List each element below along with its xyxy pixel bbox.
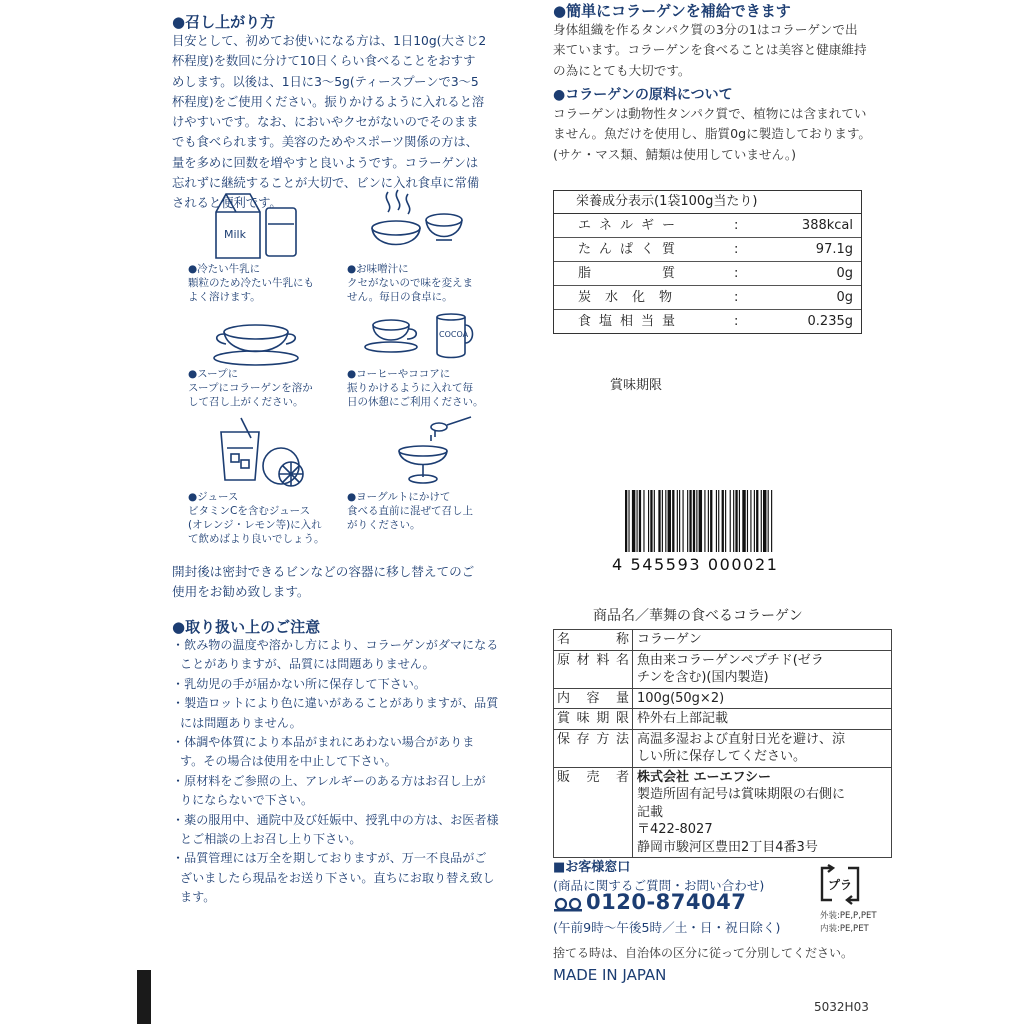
- contact-heading: ■お客様窓口: [553, 860, 631, 875]
- nutrition-row: 炭水化物 : 0g: [554, 286, 861, 310]
- nutrition-row: エネルギー : 388kcal: [554, 214, 861, 238]
- caution-item: ・体調や体質により本品がまれにあわない場合がありま: [172, 735, 475, 750]
- svg-text:プラ: プラ: [827, 878, 853, 892]
- svg-text:COCOA: COCOA: [439, 330, 469, 339]
- source-text: コラーゲンは動物性タンパク質で、植物には含まれてい ません。魚だけを使用し、脂質0gに製造しております。 (サケ・マス類、鯖類は使用していません。): [553, 106, 872, 162]
- howto-heading: ●召し上がり方: [172, 13, 276, 31]
- caption-milk: ●冷たい牛乳に 顆粒のため冷たい牛乳にも よく溶けます。: [188, 263, 314, 303]
- easy-text: 身体組織を作るタンパク質の3分の1はコラーゲンで出 来ています。コラーゲンを食べることは美容と健康維持 の為にとても大切です。: [553, 22, 867, 78]
- caution-item: ・乳幼児の手が届かない所に保存して下さい。: [172, 676, 426, 691]
- recycle-pla-icon: [818, 864, 862, 904]
- caution-item: ・原材料をご参照の上、アレルギーのある方はお召し上が: [172, 773, 486, 788]
- free-dial-icon: [554, 896, 584, 912]
- juice-orange-icon: [217, 418, 307, 488]
- recycle-outer: 外装:PE,P,PET: [820, 911, 877, 921]
- product-info-table: [553, 629, 892, 858]
- product-row-name: 名称 コラーゲン: [554, 630, 892, 651]
- caption-miso: ●お味噌汁に クセがないので味を変えま せん。毎日の食卓に。: [347, 263, 473, 303]
- coffee-cocoa-icon: [365, 313, 475, 365]
- svg-text:Milk: Milk: [224, 228, 246, 241]
- caption-juice: ●ジュース ビタミンCを含むジュース (オレンジ・レモン等)に入れ て飲めばより良いでしょう。: [188, 491, 325, 545]
- caution-item: ・品質管理には万全を期しておりますが、万一不良品がご: [172, 851, 487, 866]
- nutrition-title: 栄養成分表示(1袋100g当たり): [554, 191, 861, 214]
- nutrition-row: たんぱく質 : 97.1g: [554, 238, 861, 262]
- soup-cup-icon: [212, 318, 312, 368]
- caption-yogurt: ●ヨーグルトにかけて 食べる直前に混ぜて召し上 がりください。: [347, 491, 473, 531]
- caption-soup: ●スープに スープにコラーゲンを溶か して召し上がください。: [188, 368, 313, 408]
- product-code: 5032H03: [814, 1000, 869, 1014]
- howto-text: 目安として、初めてお使いになる方は、1日10g(大さじ2 杯程度)を数回に分けて10日くらい食べることをおすす めします。以後は、1日に3～5g(ティースプーンで3～5 杯程度)をご使用ください。振りかけるように入れると溶 けやすいです。なお、においやクセがないのでそのまま でも食べられます。美容のためやスポーツ関係の方は、 量を多めに回数を増やすと良いようです。コラーゲンは 忘れずに継続することが大切で、ビンに入れ食卓に常備 されると便利です。: [172, 34, 487, 211]
- easy-heading: ●簡単にコラーゲンを補給できます: [553, 2, 791, 20]
- contact-phone[interactable]: 0120-874047: [586, 890, 747, 914]
- nutrition-row: 脂 質 : 0g: [554, 262, 861, 286]
- recycle-inner: 内装:PE,PET: [820, 924, 869, 934]
- caution-heading: ●取り扱い上のご注意: [172, 618, 321, 636]
- caution-item: ・飲み物の温度や溶かし方により、コラーゲンがダマになる: [172, 638, 499, 652]
- barcode: [625, 490, 851, 560]
- product-row-ingredients: 原材料名 魚由来コラーゲンペプチド(ゼラ チンを含む)(国内製造): [554, 650, 892, 688]
- caution-item: ・薬の服用中、通院中及び妊娠中、授乳中の方は、お医者様: [172, 812, 499, 827]
- source-heading: ●コラーゲンの原料について: [553, 87, 733, 103]
- product-row-volume: 内容量 100g(50g×2): [554, 688, 892, 709]
- caption-coffee: ●コーヒーやココアに 振りかけるように入れて毎 日の休憩にご利用ください。: [347, 368, 484, 408]
- yogurt-spoon-icon: [395, 415, 475, 487]
- storage-note: 開封後は密封できるビンなどの容器に移し替えてのご 使用をお勧め致します。: [172, 564, 475, 600]
- product-row-seller: 販売者 株式会社 エーエフシー 製造所固有記号は賞味期限の右側に 記載 〒422-8027 静岡市駿河区豊田2丁目4番3号: [554, 767, 892, 858]
- nutrition-row: 食塩相当量 : 0.235g: [578, 314, 853, 329]
- caution-item: ・製造ロットにより色に違いがあることがありますが、品質: [172, 696, 499, 711]
- product-title: 商品名／華舞の食べるコラーゲン: [593, 608, 803, 624]
- product-row-expiry: 賞味期限 枠外右上部記載: [554, 709, 892, 730]
- milk-carton-icon: [212, 190, 302, 262]
- barcode-number: 4 545593 000021: [612, 555, 779, 574]
- expiry-label: 賞味期限: [610, 378, 663, 393]
- miso-soup-icon: [368, 188, 464, 260]
- nutrition-table: [553, 190, 862, 334]
- caution-list: ・飲み物の温度や溶かし方により、コラーゲンがダマになる ことがありますが、品質には問題ありません。 ・乳幼児の手が届かない所に保存して下さい。 ・製造ロットにより色に違いがあることがありますが、品質 には問題ありません。 ・体調や体質により本品がまれにあわない場合がありま す。その場合は使用を中止して下さい。 ・原材料をご参照の上、アレルギーのある方はお召し上が りにならないで下さい。 ・薬の服用中、通院中及び妊娠中、授乳中の方は、お医者様 とご相談の上お召し上り下さい。 ・品質管理には万全を期しておりますが、万一不良品がご ざいましたら現品をお送り下さい。直ちにお取り替え致し ます。: [172, 638, 499, 905]
- edge-mark: [137, 970, 151, 1024]
- disposal-note: 捨てる時は、自治体の区分に従って分別してください。: [553, 946, 854, 960]
- product-row-storage: 保存方法 高温多湿および直射日光を避け、涼 しい所に保存してください。: [554, 729, 892, 767]
- contact-hours: (午前9時～午後5時／土・日・祝日除く): [553, 920, 781, 935]
- made-in: MADE IN JAPAN: [553, 966, 667, 984]
- contact-sub: (商品に関するご質問・お問い合わせ): [553, 878, 765, 893]
